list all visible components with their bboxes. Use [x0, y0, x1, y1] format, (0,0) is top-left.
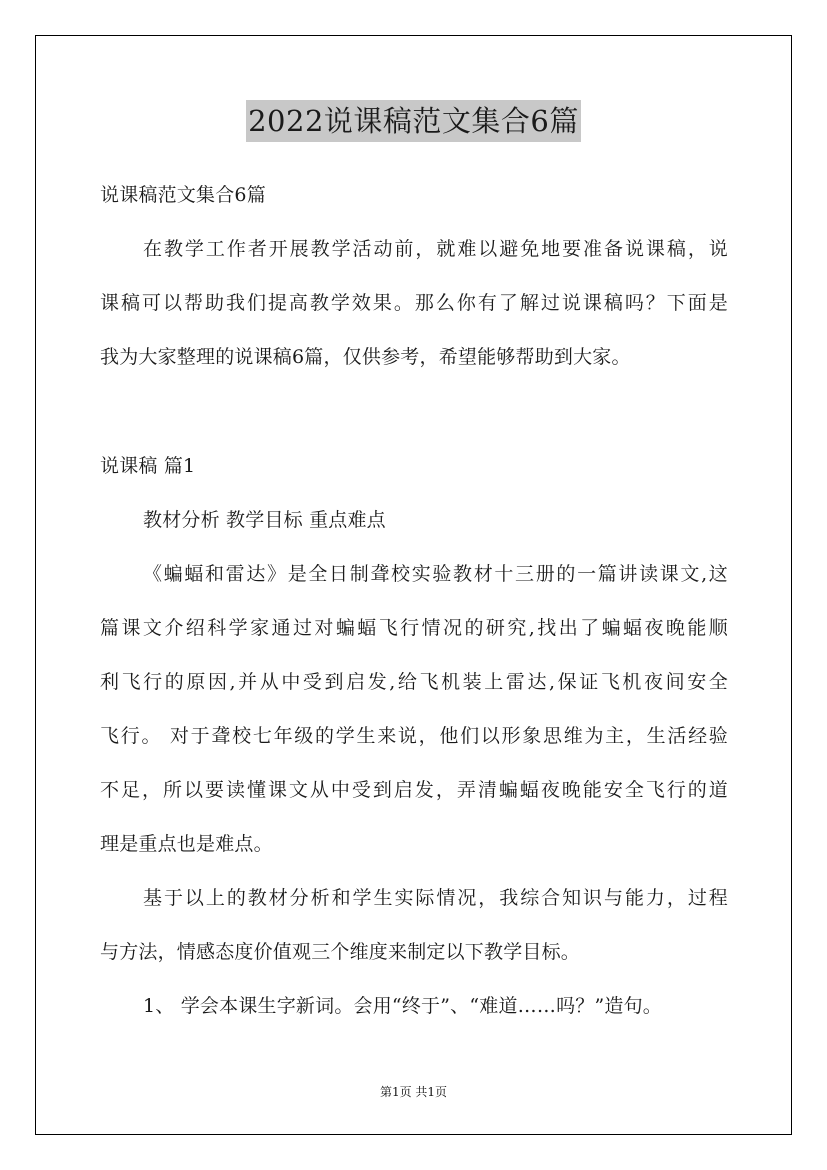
section-topics: 教材分析 教学目标 重点难点: [143, 509, 386, 531]
document-title: [0, 100, 827, 142]
objective-item-1: 1、 学会本课生字新词。会用“终于”、“难道……吗？”造句。: [143, 995, 662, 1017]
intro-line-3: 我为大家整理的说课稿6篇，仅供参考，希望能够帮助到大家。: [100, 346, 631, 368]
document-title-text: 2022说课稿范文集合6篇: [246, 100, 581, 142]
paragraph-1-line-2: 篇课文介绍科学家通过对蝙蝠飞行情况的研究,找出了蝙蝠夜晚能顺: [100, 617, 728, 639]
paragraph-1-line-5: 不足，所以要读懂课文从中受到启发，弄清蝙蝠夜晚能安全飞行的道: [100, 779, 728, 801]
paragraph-1-line-3: 利飞行的原因,并从中受到启发,给飞机装上雷达,保证飞机夜间安全: [100, 671, 728, 693]
document-subtitle: 说课稿范文集合6篇: [100, 184, 266, 206]
page-footer: 第1页 共1页: [379, 1085, 448, 1099]
paragraph-2-line-2: 与方法，情感态度价值观三个维度来制定以下教学目标。: [100, 941, 581, 963]
paragraph-1-line-6: 理是重点也是难点。: [100, 833, 273, 855]
intro-line-1: 在教学工作者开展教学活动前，就难以避免地要准备说课稿，说: [143, 238, 728, 260]
paragraph-1-line-4: 飞行。 对于聋校七年级的学生来说，他们以形象思维为主，生活经验: [100, 725, 728, 747]
intro-line-2: 课稿可以帮助我们提高教学效果。那么你有了解过说课稿吗？下面是: [100, 292, 728, 314]
section-heading: 说课稿 篇1: [100, 455, 196, 477]
paragraph-2-line-1: 基于以上的教材分析和学生实际情况，我综合知识与能力，过程: [143, 887, 728, 909]
paragraph-1-line-1: 《蝙蝠和雷达》是全日制聋校实验教材十三册的一篇讲读课文,这: [143, 563, 728, 585]
